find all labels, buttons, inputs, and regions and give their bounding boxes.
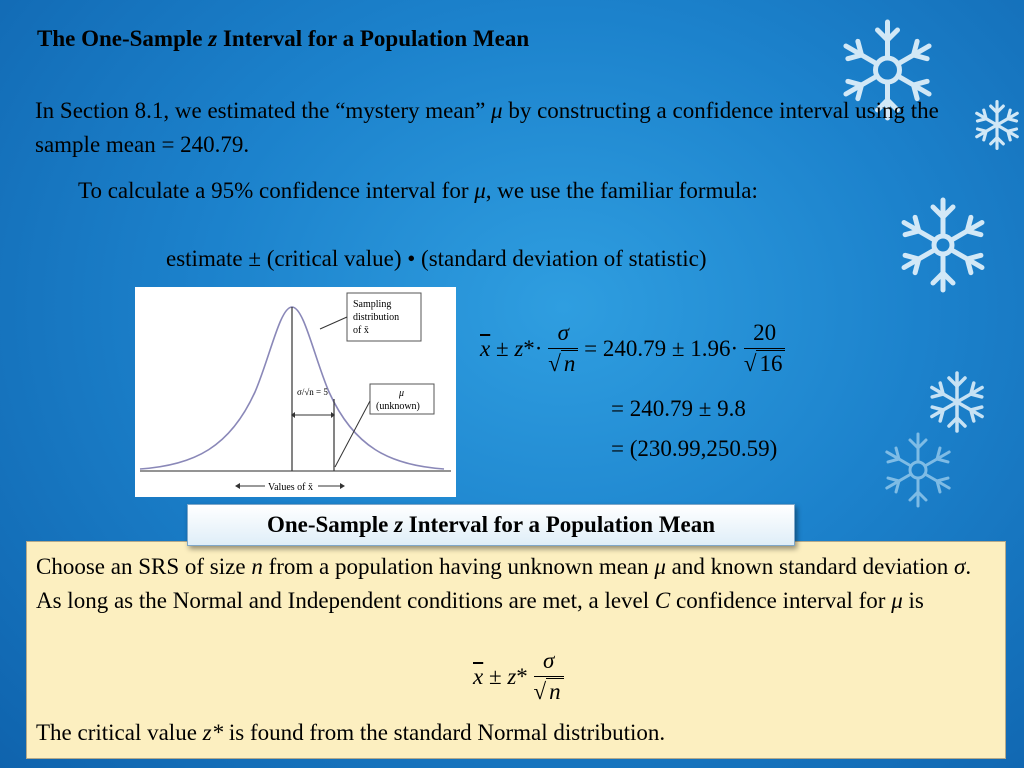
title-text: The One-Sample: [37, 26, 209, 51]
mu-symbol: μ: [654, 554, 666, 579]
label-sampling-1: Sampling: [353, 299, 392, 310]
label-sampling-2: distribution: [353, 312, 400, 323]
calc-line-3: = (230.99,250.59): [611, 436, 778, 461]
summary-t6: is: [902, 588, 924, 613]
calc-line-1: [480, 318, 785, 379]
star-dot: *·: [523, 335, 543, 361]
title-text-end: Interval for a Population Mean: [217, 26, 530, 51]
twenty-over-root-16: $\frac{20}{√ 16}$: [744, 318, 786, 379]
zstar-symbol: z*: [202, 720, 224, 745]
sampling-distribution-figure: [135, 287, 456, 497]
c-symbol: C: [654, 588, 671, 613]
summary-box: [26, 541, 1006, 759]
summary-box-title: [187, 504, 795, 546]
snowflake-decoration: [878, 430, 958, 510]
n-symbol: n: [251, 554, 263, 579]
star-symbol: *: [516, 663, 528, 689]
mu-symbol: μ: [474, 178, 486, 203]
pm-symbol: ±: [488, 663, 502, 689]
generic-formula: estimate ± (critical value) • (standard deviation of statistic): [166, 246, 707, 271]
den-16: 16: [756, 350, 785, 376]
box-title-text: One-Sample: [266, 512, 395, 537]
calc-text: To calculate a 95% confidence interval for: [78, 178, 475, 203]
sigma-over-root-n: $\frac{\sigma}{√ n}$: [548, 318, 578, 379]
sigma-symbol: σ: [954, 554, 966, 579]
label-unknown: (unknown): [376, 401, 420, 412]
normal-curve-diagram: [135, 287, 456, 497]
foot-text: The critical value: [36, 720, 203, 745]
sigma-over-root-n: $\frac{\sigma}{√ n}$: [534, 646, 564, 707]
intro-paragraph: [35, 94, 970, 162]
calc-intro: [78, 178, 758, 204]
snowflake-decoration: [893, 195, 993, 295]
summary-t3: and known standard deviation: [665, 554, 954, 579]
xbar-symbol: $\overline{x}$: [480, 335, 491, 361]
summary-t1: Choose an SRS of size: [36, 554, 252, 579]
summary-text: [36, 550, 991, 618]
label-axis: Values of x̄: [268, 482, 313, 493]
snowflake-decoration: [970, 95, 1024, 155]
intro-text-end: by constructing a confidence interval using the sample mean = 240.79.: [35, 98, 939, 157]
z-symbol: z: [507, 663, 517, 689]
calc-line-2: = 240.79 ± 9.8: [611, 396, 746, 421]
title-z: z: [208, 26, 218, 51]
label-mu: μ: [399, 388, 405, 399]
sigma-symbol: σ: [557, 320, 569, 345]
n-symbol: n: [546, 678, 564, 704]
summary-t5: confidence interval for: [670, 588, 892, 613]
slide-title: [37, 26, 529, 52]
n-symbol: n: [561, 350, 579, 376]
snowflake-decoration: [925, 370, 989, 434]
pm-symbol: ±: [495, 335, 509, 361]
worked-calculation: [480, 318, 840, 478]
summary-t2: from a population having unknown mean: [262, 554, 655, 579]
num-20: 20: [744, 318, 786, 349]
summary-t4: . As long as the Normal and Independent conditions are met, a level: [36, 554, 972, 613]
box-title-z: z: [394, 512, 404, 537]
sigma-symbol: σ: [542, 648, 555, 673]
xbar-symbol: $\overline{x}$: [473, 663, 484, 689]
eq1-text: = 240.79 ± 1.96·: [584, 335, 739, 361]
box-title-text-end: Interval for a Population Mean: [403, 512, 716, 537]
z-symbol: z: [514, 335, 524, 361]
label-sampling-3: of x̄: [353, 325, 369, 336]
foot-text-end: is found from the standard Normal distribution.: [223, 720, 666, 745]
summary-formula: [473, 646, 564, 707]
mu-symbol: μ: [891, 588, 903, 613]
label-sigma: σ/√n = 5: [297, 387, 328, 397]
calc-text-end: , we use the familiar formula:: [485, 178, 758, 203]
intro-text: In Section 8.1, we estimated the “mystery mean”: [35, 98, 492, 123]
summary-footnote: [36, 720, 665, 746]
mu-symbol: μ: [491, 98, 503, 123]
